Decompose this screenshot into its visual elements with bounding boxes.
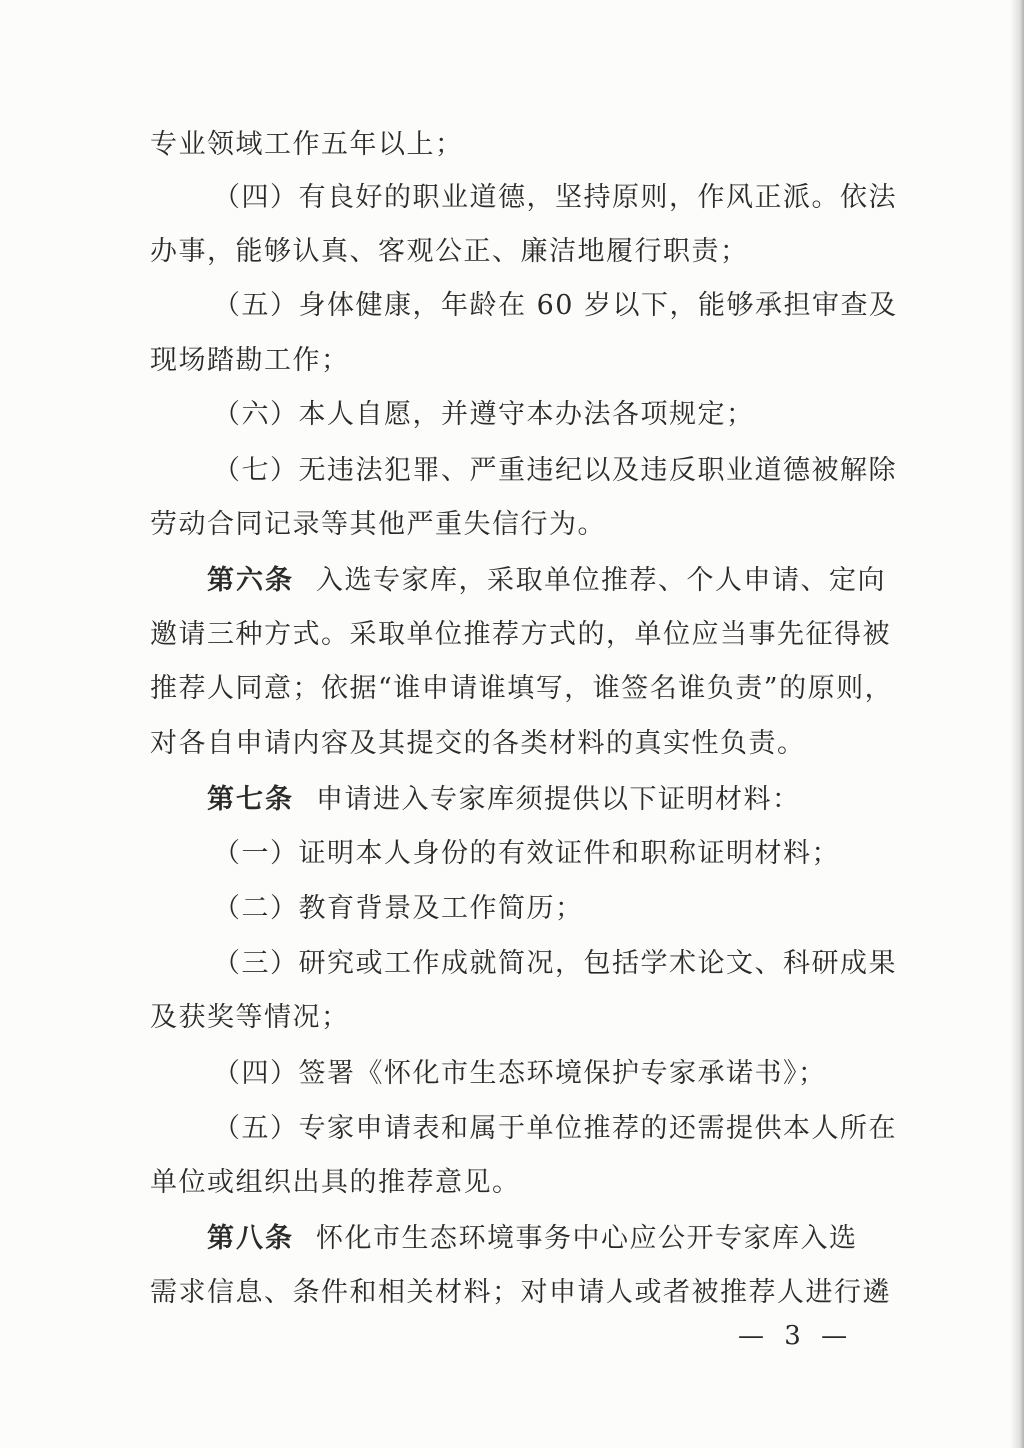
text-line-15: （二）教育背景及工作简历； <box>213 893 584 924</box>
article-6-heading: 第六条 <box>207 565 294 596</box>
article-7-line <box>207 780 860 820</box>
text-line-16: （三）研究或工作成就简况，包括学术论文、科研成果 <box>213 948 897 979</box>
text-line-19: （五）专家申请表和属于单位推荐的还需提供本人所在 <box>213 1113 897 1144</box>
page-number: — 3 — <box>738 1321 854 1351</box>
article-6-text: 入选专家库，采取单位推荐、个人申请、定向 <box>316 565 886 596</box>
text-line-6: （六）本人自愿，并遵守本办法各项规定； <box>213 399 755 430</box>
text-line-18: （四）签署《怀化市生态环境保护专家承诺书》； <box>213 1058 827 1089</box>
text-line-11: 推荐人同意；依据“谁申请谁填写，谁签名谁负责”的原则， <box>150 673 894 704</box>
article-7-heading: 第七条 <box>207 784 294 815</box>
text-line-8: 劳动合同记录等其他严重失信行为。 <box>150 509 606 540</box>
text-line-22: 需求信息、条件和相关材料；对申请人或者被推荐人进行遴 <box>150 1277 891 1308</box>
article-6-line <box>207 561 886 601</box>
article-8-line <box>207 1219 860 1259</box>
text-line-20: 单位或组织出具的推荐意见。 <box>150 1167 521 1198</box>
text-line-5: 现场踏勘工作； <box>150 345 350 376</box>
article-8-heading: 第八条 <box>207 1223 294 1254</box>
text-line-12: 对各自申请内容及其提交的各类材料的真实性负责。 <box>150 728 806 759</box>
article-7-text: 申请进入专家库须提供以下证明材料： <box>316 784 801 815</box>
text-line-2: （四）有良好的职业道德，坚持原则，作风正派。依法 <box>213 182 897 213</box>
text-line-4: （五）身体健康，年龄在 60 岁以下，能够承担审查及 <box>213 290 898 321</box>
text-line-17: 及获奖等情况； <box>150 1002 350 1033</box>
scan-edge-shadow <box>1010 0 1024 1448</box>
text-line-14: （一）证明本人身份的有效证件和职称证明材料； <box>213 838 840 869</box>
text-line-3: 办事，能够认真、客观公正、廉洁地履行职责； <box>150 236 749 267</box>
text-line-1: 专业领域工作五年以上； <box>150 129 464 160</box>
text-line-10: 邀请三种方式。采取单位推荐方式的，单位应当事先征得被 <box>150 619 891 650</box>
article-8-text: 怀化市生态环境事务中心应公开专家库入选 <box>316 1223 858 1254</box>
text-line-7: （七）无违法犯罪、严重违纪以及违反职业道德被解除 <box>213 455 897 486</box>
